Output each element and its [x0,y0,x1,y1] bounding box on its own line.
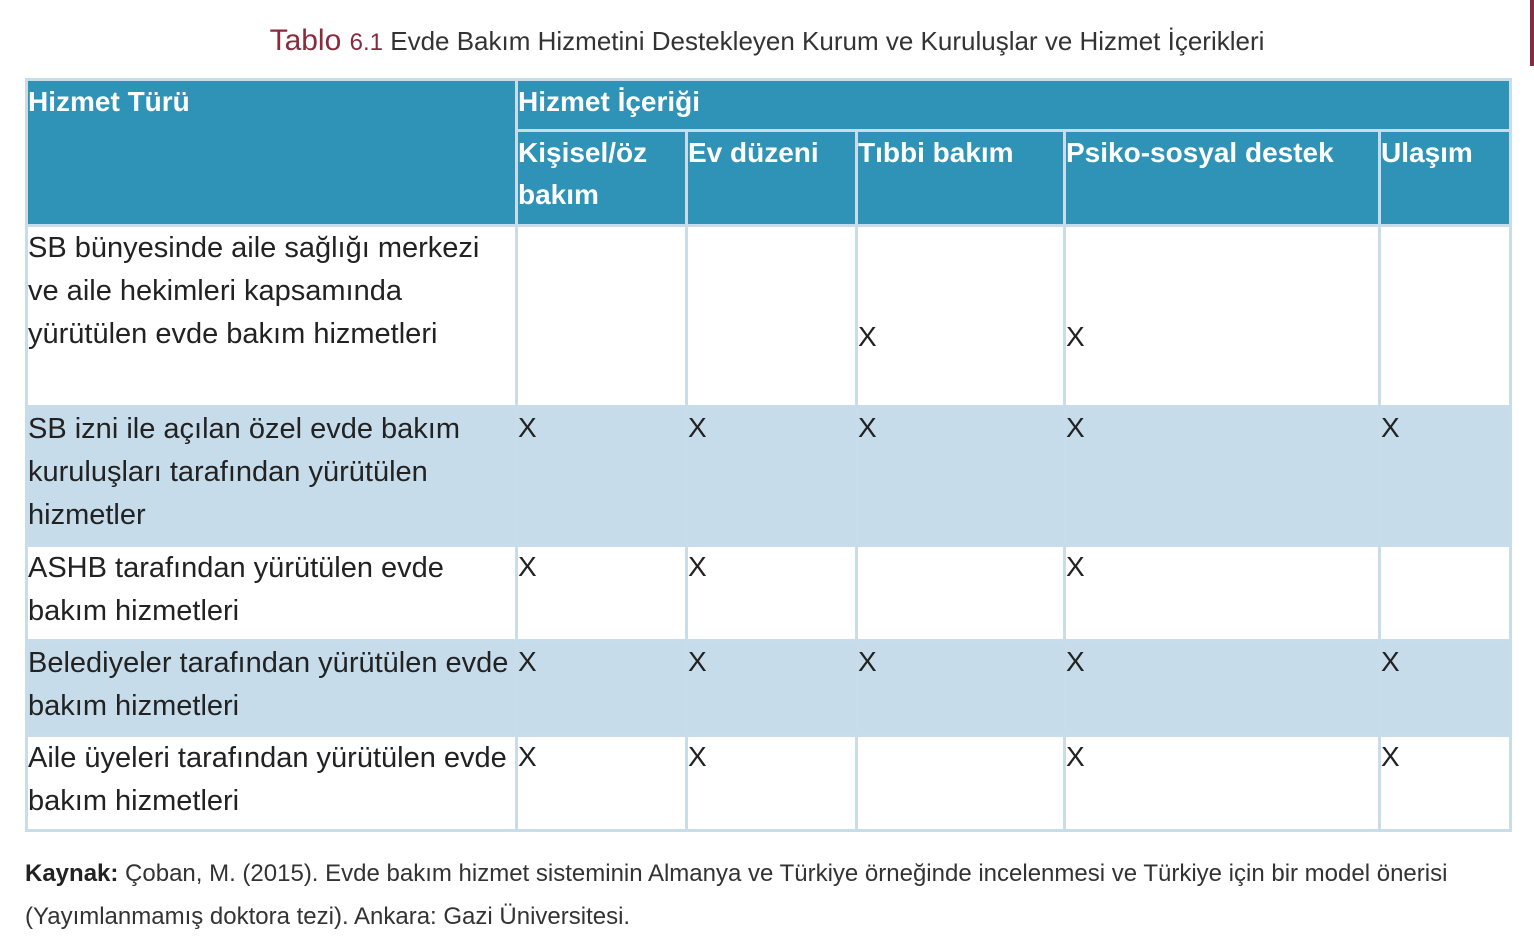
mark-cell: X [1380,641,1511,736]
table-row [27,407,1511,546]
service-type-cell: Aile üyeleri tarafından yürütülen evde bakım hizmetleri [27,736,517,831]
mark-cell: X [1065,546,1380,641]
mark-cell: X [517,407,687,546]
source-text: Çoban, M. (2015). Evde bakım hizmet sisteminin Almanya ve Türkiye örneğinde incelenmesi ve Türkiye için bir model önerisi (Yayımlanmamış doktora tezi). Ankara: Gazi Üniversitesi. [25,860,1448,930]
service-type-cell: Belediyeler tarafından yürütülen evde bakım hizmetleri [27,641,517,736]
table-row [27,641,1511,736]
caption-label-number: 6.1 [349,29,383,56]
mark-cell: X [1065,641,1380,736]
mark-cell [1380,546,1511,641]
service-content-header: Hizmet İçeriği [517,80,1511,131]
header-row-top [27,80,1511,131]
service-type-cell: SB bünyesinde aile sağlığı merkezi ve aile hekimleri kapsamında yürütülen evde bakım hizmetleri [27,226,517,407]
service-type-cell: SB izni ile açılan özel evde bakım kuruluşları tarafından yürütülen hizmetler [27,407,517,546]
table-row [27,546,1511,641]
mark-cell [517,226,687,407]
mark-cell: X [857,641,1065,736]
mark-cell: X [1380,736,1511,831]
caption-label [270,24,383,57]
mark-cell: X [687,641,857,736]
service-type-cell: ASHB tarafından yürütülen evde bakım hizmetleri [27,546,517,641]
table-row [27,736,1511,831]
column-header-housekeeping: Ev düzeni [687,131,857,226]
mark-cell: X [687,407,857,546]
column-header-personal-care: Kişisel/öz bakım [517,131,687,226]
mark-cell [857,546,1065,641]
mark-cell [1380,226,1511,407]
service-table [25,78,1512,832]
caption-label-word: Tablo [269,24,342,57]
mark-cell: X [1065,226,1380,407]
source-label: Kaynak: [25,860,119,887]
caption-title: Evde Bakım Hizmetini Destekleyen Kurum ve Kuruluşlar ve Hizmet İçerikleri [390,26,1265,56]
mark-cell: X [857,407,1065,546]
column-header-psychosocial-support: Psiko-sosyal destek [1065,131,1380,226]
mark-cell: X [517,641,687,736]
column-header-transport: Ulaşım [1380,131,1511,226]
table-row [27,226,1511,407]
source-note [25,852,1515,938]
column-header-medical-care: Tıbbi bakım [857,131,1065,226]
table-caption [0,24,1534,58]
mark-cell [687,226,857,407]
mark-cell: X [687,546,857,641]
mark-cell: X [517,736,687,831]
mark-cell [857,736,1065,831]
mark-cell: X [517,546,687,641]
mark-cell: X [1380,407,1511,546]
mark-cell: X [687,736,857,831]
mark-cell: X [857,226,1065,407]
mark-cell: X [1065,736,1380,831]
service-type-header: Hizmet Türü [27,80,517,226]
mark-cell: X [1065,407,1380,546]
